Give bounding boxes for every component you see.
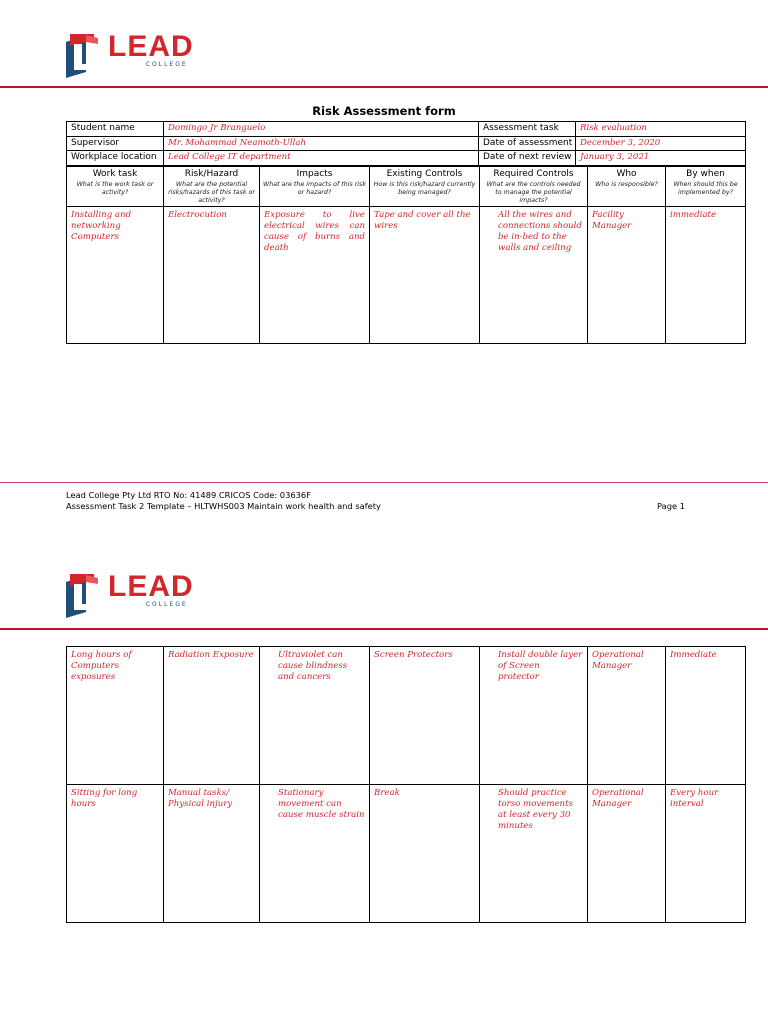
work-task-cell: Long hours of Computers exposures [67,647,164,785]
next-review-value: January 3, 2021 [576,151,746,166]
required-controls-cell: All the wires and connections should be in-bed to the walls and ceiling [480,207,588,344]
book-logo-icon [64,572,112,618]
header-work-task: Work task What is the work task or activity? [67,167,164,207]
risk-table-page-2 [66,646,746,923]
logo-wordmark: LEAD [108,570,194,603]
assessment-task-value: Risk evaluation [576,122,746,137]
footer-rule [0,482,768,483]
info-row [67,136,746,151]
required-controls-cell: Install double layer of Screen protector [480,647,588,785]
book-logo-icon [64,32,112,78]
table-row [67,207,746,344]
work-task-cell: Sitting for long hours [67,785,164,923]
by-when-cell: Immediate [666,647,746,785]
info-label: Student name [67,122,164,137]
info-label: Supervisor [67,136,164,151]
header-rule-page-2 [0,628,768,630]
by-when-cell: Every hour interval [666,785,746,923]
page-footer [66,490,686,512]
table-row [67,647,746,785]
existing-controls-cell: Break [370,785,480,923]
logo-wordmark: LEAD [108,30,194,63]
page-number: Page 1 [657,501,686,511]
who-cell: Operational Manager [588,785,666,923]
work-task-cell: Installing and networking Computers [67,207,164,344]
info-label: Date of next review [479,151,576,166]
header-row [67,167,746,207]
college-logo [64,32,194,78]
info-row [67,151,746,166]
table-row [67,785,746,923]
info-label: Date of assessment [479,136,576,151]
impacts-cell: Exposure to live electrical wires can cause of burns and death [260,207,370,344]
impacts-cell: Stationary movement can cause muscle strain [260,785,370,923]
footer-line-2: Assessment Task 2 Template – HLTWHS003 Maintain work health and safety [66,501,381,511]
by-when-cell: immediate [666,207,746,344]
who-cell: Operational Manager [588,647,666,785]
form-title: Risk Assessment form [312,104,456,118]
header-impacts: Impacts What are the impacts of this risk or hazard? [260,167,370,207]
info-row [67,122,746,137]
footer-line-1: Lead College Pty Ltd RTO No: 41489 CRICOS Code: 03636F [66,490,311,500]
logo-subtitle: COLLEGE [145,601,188,608]
required-controls-cell: Should practice torso movements at least every 30 minutes [480,785,588,923]
impacts-cell: Ultraviolet can cause blindness and cancers [260,647,370,785]
info-label: Workplace location [67,151,164,166]
assessment-info-table [66,121,746,166]
header-who: Who Who is responsible? [588,167,666,207]
risk-cell: Electrocution [164,207,260,344]
supervisor-value: Mr. Mohammad Neamoth-Ullah [164,136,479,151]
logo-subtitle: COLLEGE [145,61,188,68]
who-cell: Facility Manager [588,207,666,344]
info-label: Assessment task [479,122,576,137]
risk-cell: Manual tasks/ Physical injury [164,785,260,923]
existing-controls-cell: Screen Protectors [370,647,480,785]
header-risk-hazard: Risk/Hazard What are the potential risks/hazards of this task or activity? [164,167,260,207]
header-rule [0,86,768,88]
header-existing-controls: Existing Controls How is this risk/hazard currently being managed? [370,167,480,207]
college-logo-page-2 [64,572,194,618]
assessment-date-value: December 3, 2020 [576,136,746,151]
risk-cell: Radiation Exposure [164,647,260,785]
header-by-when: By when When should this be implemented by? [666,167,746,207]
risk-table-page-1 [66,166,746,344]
student-name-value: Domingo Jr Branguelo [164,122,479,137]
existing-controls-cell: Tape and cover all the wires [370,207,480,344]
workplace-value: Lead College IT department [164,151,479,166]
header-required-controls: Required Controls What are the controls needed to manage the potential impacts? [480,167,588,207]
